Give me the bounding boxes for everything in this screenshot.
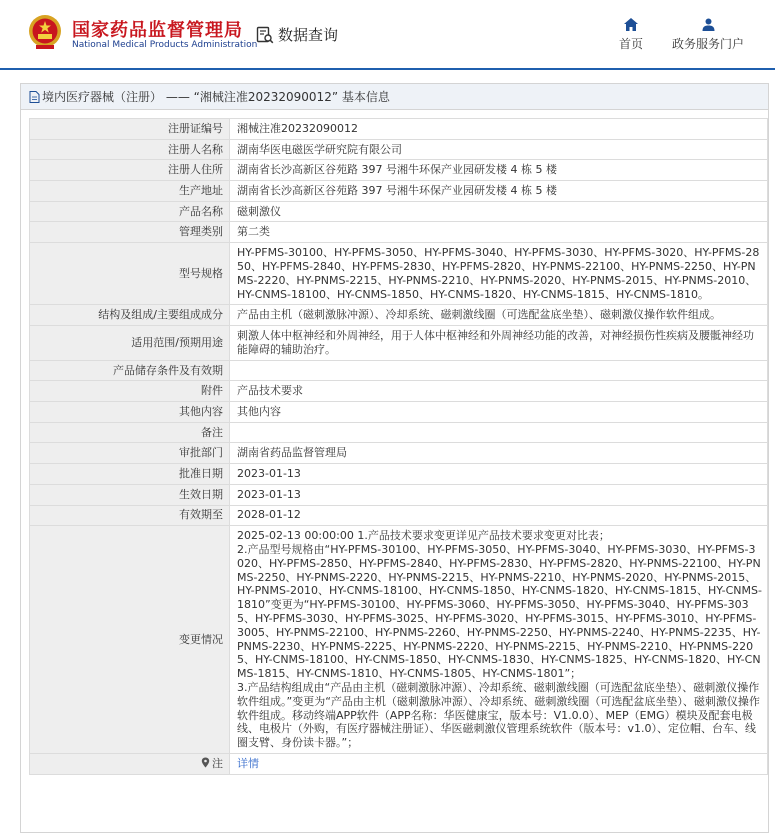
row-label: 附件 [30,381,230,402]
note-label: 注 [212,756,223,770]
table-row [30,160,768,181]
row-value: 产品技术要求 [230,381,768,402]
row-value: 磁刺激仪 [230,201,768,222]
data-query-label: 数据查询 [278,26,339,44]
table-row [30,526,768,754]
row-label: 注册证编号 [30,119,230,140]
data-query-link[interactable] [256,24,338,45]
table-row [30,505,768,526]
row-value: 2023-01-13 [230,484,768,505]
row-label: 审批部门 [30,443,230,464]
home-icon [624,18,638,31]
document-icon [29,91,40,103]
nav-gov-portal[interactable] [672,18,744,52]
breadcrumb-text: 境内医疗器械（注册） —— “湘械注准20232090012” 基本信息 [42,90,390,104]
row-value: 2023-01-13 [230,464,768,485]
row-value: 其他内容 [230,402,768,423]
details-link[interactable]: 详情 [237,756,259,770]
table-row [30,181,768,202]
row-label: 注册人住所 [30,160,230,181]
registration-info-table [29,118,768,775]
site-title-cn: 国家药品监督管理局 [72,20,243,41]
row-value [230,422,768,443]
table-row [30,753,768,774]
table-row [30,381,768,402]
table-row [30,139,768,160]
row-value: 湖南华医电磁医学研究院有限公司 [230,139,768,160]
row-value: 湖南省药品监督管理局 [230,443,768,464]
row-label: 备注 [30,422,230,443]
row-label: 注册人名称 [30,139,230,160]
note-value-cell [230,753,768,774]
nav-gov-label: 政务服务门户 [672,37,745,51]
table-row [30,422,768,443]
row-value: 产品由主机（磁刺激脉冲源）、冷却系统、磁刺激线圈（可选配盆底坐垫）、磁刺激仪操作软件组成。 [230,305,768,326]
breadcrumb [21,84,768,110]
row-value: 第二类 [230,222,768,243]
row-value: 湖南省长沙高新区谷苑路 397 号湘牛环保产业园研发楼 4 栋 5 楼 [230,160,768,181]
nav-home[interactable] [619,18,643,52]
table-row [30,243,768,305]
row-label: 结构及组成/主要组成成分 [30,305,230,326]
row-label: 生效日期 [30,484,230,505]
row-value [230,360,768,381]
change-history: 2025-02-13 00:00:00 1.产品技术要求变更详见产品技术要求变更对比表； 2.产品型号规格由“HY-PFMS-30100、HY-PFMS-3050、HY-PFMS-3040、HY-PFMS-3030、HY-PFMS-3020、HY-PFMS-2850、HY-PFMS-2840、HY-PFMS-2830、HY-PFMS-2820、HY-PNMS-22100、HY-PNMS-2250、HY-PNMS-2220、HY-PNMS-2215、HY-PNMS-2210、HY-PNMS-2020、HY-PNMS-2015、HY-PNMS-2010、HY-CNMS-18100、HY-CNMS-1850、HY-CNMS-1820、HY-CNMS-1815、HY-CNMS-1810”变更为“HY-PFMS-30100、HY-PFMS-3060、HY-PFMS-3050、HY-PFMS-3040、HY-PFMS-3035、HY-PFMS-3030、HY-PFMS-3025、HY-PFMS-3020、HY-PFMS-3015、HY-PFMS-3010、HY-PFMS-3005、HY-PNMS-22100、HY-PNMS-2260、HY-PNMS-2250、HY-PNMS-2240、HY-PNMS-2235、HY-PNMS-2230、HY-PNMS-2225、HY-PNMS-2220、HY-PNMS-2215、HY-PNMS-2210、HY-PNMS-2205、HY-CNMS-18100、HY-CNMS-1850、HY-CNMS-1830、HY-CNMS-1825、HY-CNMS-1820、HY-CNMS-1815、HY-CNMS-1810、HY-CNMS-1805、HY-CNMS-1801”； 3.产品结构组成由“产品由主机（磁刺激脉冲源）、冷却系统、磁刺激线圈（可选配盆底坐垫）、磁刺激仪操作软件组成。”变更为“产品由主机（磁刺激脉冲源）、冷却系统、磁刺激线圈（可选配盆底坐垫）、磁刺激仪操作软件组成。移动终端APP软件（APP名称：华医健康宝，版本号：V1.0.0）、MEP（EMG）模块及配套电极线、电极片（外购，有医疗器械注册证）、华医磁刺激仪管理系统软件（版本号：v1.0）、定位帽、台车、线圈支臂、身份读卡器。”； [230,526,768,754]
row-value: 刺激人体中枢神经和外周神经，用于人体中枢神经和外周神经功能的改善，对神经损伤性疾病及腰骶神经功能障碍的辅助治疗。 [230,326,768,361]
row-label: 产品名称 [30,201,230,222]
site-title-en: National Medical Products Administration [72,40,258,50]
row-value: 2028-01-12 [230,505,768,526]
national-emblem-icon [28,14,62,50]
table-row [30,484,768,505]
table-row [30,305,768,326]
table-row [30,119,768,140]
detail-panel [20,83,769,833]
user-icon [702,18,715,31]
note-label-cell [30,753,230,774]
row-label: 生产地址 [30,181,230,202]
nav-home-label: 首页 [619,37,644,51]
row-value: 湘械注准20232090012 [230,119,768,140]
row-label: 管理类别 [30,222,230,243]
pin-icon [201,757,210,768]
row-label: 其他内容 [30,402,230,423]
table-row [30,464,768,485]
table-row [30,222,768,243]
table-row [30,326,768,361]
row-value: HY-PFMS-30100、HY-PFMS-3050、HY-PFMS-3040、HY-PFMS-3030、HY-PFMS-3020、HY-PFMS-2850、HY-PFMS-2840、HY-PFMS-2830、HY-PFMS-2820、HY-PNMS-22100、HY-PNMS-2250、HY-PNMS-2220、HY-PNMS-2215、HY-PNMS-2210、HY-PNMS-2020、HY-PNMS-2015、HY-PNMS-2010、HY-CNMS-18100、HY-CNMS-1850、HY-CNMS-1820、HY-CNMS-1815、HY-CNMS-1810。 [230,243,768,305]
row-label: 产品储存条件及有效期 [30,360,230,381]
table-row [30,201,768,222]
data-query-icon [256,26,274,44]
row-label: 适用范围/预期用途 [30,326,230,361]
table-row [30,360,768,381]
row-label: 变更情况 [30,526,230,754]
site-header [0,0,775,70]
row-label: 型号规格 [30,243,230,305]
row-label: 批准日期 [30,464,230,485]
row-label: 有效期至 [30,505,230,526]
table-row [30,402,768,423]
row-value: 湖南省长沙高新区谷苑路 397 号湘牛环保产业园研发楼 4 栋 5 楼 [230,181,768,202]
table-row [30,443,768,464]
